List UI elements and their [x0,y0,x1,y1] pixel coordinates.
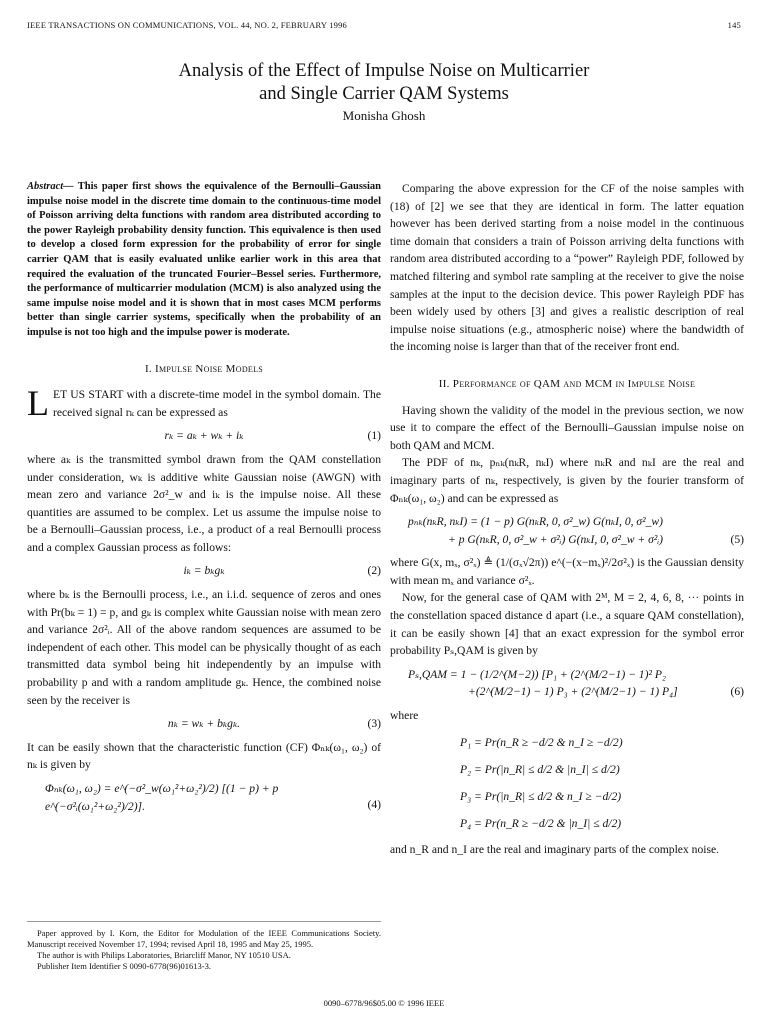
abstract-label: Abstract— [27,181,74,192]
equation-3: nₖ = wₖ + bₖgₖ. (3) [27,715,381,733]
copyright-footer: 0090–6778/96$05.00 © 1996 IEEE [323,998,445,1008]
section-2-paragraph-4: Now, for the general case of QAM with 2ᴹ, M = 2, 4, 6, 8, ··· points in the constellation spaced distance d apart (i.e., a square QAM constellation), it can be easily shown [4] that an exact expression for the symbol error probability Pₛ,QAM is given by [390,591,744,658]
equation-2-number: (2) [367,564,381,578]
equation-4-number: (4) [367,798,381,812]
equation-5-number: (5) [730,532,744,546]
left-column [27,180,381,820]
title-line-1: Analysis of the Effect of Impulse Noise on Multicarrier [178,61,590,81]
footnote [27,921,381,972]
footnote-editor: Paper approved by I. Korn, the Editor for Modulation of the IEEE Communications Society. Manuscript received November 17, 1994; revised April 18, 1995 and May 25, 1995. [27,928,381,949]
section-2-paragraph-3: where G(x, mₓ, σ²ₓ) ≜ (1/(σₓ√2π)) e^(−(x−mₓ)²/2σ²ₓ) is the Gaussian density with mean mₓ and variance σ²ₓ. [390,556,744,587]
drop-cap: L [27,383,49,424]
equation-2: iₖ = bₖgₖ (2) [27,562,381,580]
section-1-paragraph-1: LET US START with a discrete-time model in the symbol domain. The received signal rₖ can be expressed as [27,383,381,424]
section-2-paragraph-2: The PDF of nₖ, pₙₖ(nₖR, nₖI) where nₖR and nₖI are the real and imaginary parts of nₖ, respectively, is given by the fourier transform of Φₙₖ(ω₁, ω₂) and can be expressed as [390,456,744,505]
right-paragraph-1: Comparing the above expression for the CF of the noise samples with (18) of [2] we see that they are identical in form. The latter equation however has been derived starting from a noise model in the continuous time domain that considers a train of Poisson arriving delta functions with random area distributed according to a “power” Rayleigh PDF, followed by matched filtering and symbol rate sampling at the receiver to give the noise samples at the input to the decision device. This power Rayleigh PDF has been widely used by others [3] and gives a realistic description of real impulse noise situations (e.g., atmospheric noise) where the bandwidth of the incoming noise is larger than that of the receiver front end. [390,182,744,354]
section-1-paragraph-3: where bₖ is the Bernoulli process, i.e., an i.i.d. sequence of zeros and ones with Pr(bₖ = 1) = p, and gₖ is complex white Gaussian noise with mean zero and variance 2σ²ᵢ. All of the above random sequences are assumed to be independent of each other. This model can be physically thought of as each transmitted data symbol being hit independently by an impulse with probability p and with a random amplitude gₖ. Hence, the combined noise seen by the receiver is [27,588,381,707]
equation-1: rₖ = aₖ + wₖ + iₖ (1) [27,427,381,445]
paper-title [0,60,768,106]
section-1-paragraph-4: It can be easily shown that the characteristic function (CF) Φₙₖ(ω₁, ω₂) of nₖ is given by [27,740,381,772]
equation-3-number: (3) [367,717,381,731]
equation-5: pₙₖ(nₖR, nₖI) = (1 − p) G(nₖR, 0, σ²_w) G(nₖI, 0, σ²_w) + p G(nₖR, 0, σ²_w + σ²ᵢ) G(nₖI, 0, σ²_w + σ²ᵢ) (5) [390,513,744,548]
title-line-2: and Single Carrier QAM Systems [259,84,509,104]
p3-definition: P₃ = Pr(|n_R| ≤ d/2 & n_I ≥ −d/2) [460,789,622,803]
section-2-paragraph-1: Having shown the validity of the model in the previous section, we now use it to compare the effect of the Bernoulli–Gaussian impulse noise on both QAM and MCM. [390,403,744,452]
equation-6: Pₛ,QAM = 1 − (1/2^(M−2)) [P₁ + (2^(M/2−1) − 1)² P₂ +(2^(M/2−1) − 1) P₃ + (2^(M/2−1) − 1) P₄] (6) [390,666,744,701]
equation-1-number: (1) [367,429,381,443]
author-name: Monisha Ghosh [342,108,426,123]
footnote-affiliation: The author is with Philips Laboratories, Briarcliff Manor, NY 10510 USA. [37,950,291,960]
probability-definitions [460,729,744,837]
section-1-paragraph-2: where aₖ is the transmitted symbol drawn from the QAM constellation under consideration, wₖ is additive white Gaussian noise (AWGN) with mean zero and variance 2σ²_w and iₖ is the impulse noise. All these quantities are assumed to be complex. Let us assume the impulse noise to be a Bernoulli–Gaussian process, i.e., a product of a real Bernoulli process and a complex Gaussian process as follows: [27,452,381,554]
p2-definition: P₂ = Pr(|n_R| ≤ d/2 & |n_I| ≤ d/2) [460,762,620,776]
abstract [27,180,381,341]
page-number: 145 [727,20,741,30]
journal-header: IEEE TRANSACTIONS ON COMMUNICATIONS, VOL. 44, NO. 2, FEBRUARY 1996 [27,20,348,30]
p4-definition: P₄ = Pr(n_R ≥ −d/2 & |n_I| ≤ d/2) [460,816,622,830]
abstract-text: This paper first shows the equivalence of the Bernoulli–Gaussian impulse noise model in the discrete time domain to the continuous-time model of Poisson arriving delta functions with random area distributed according to the power Rayleigh probability density function. This equivalence is then used to develop a closed form expression for the probability of error for single carrier QAM that is easily evaluated unlike earlier work in this area that required the evaluation of the truncated Fourier–Bessel series. Furthermore, the performance of multicarrier modulation (MCM) is also analyzed using the same impulse noise model and it is shown that in most cases MCM performs better than single carrier systems, specifically when the probability of an impulse is not too high and the impulse power is moderate. [27,181,381,338]
equation-4: Φₙₖ(ω₁, ω₂) = e^(−σ²_w(ω₁²+ω₂²)/2) [(1 − p) + p e^(−σ²ᵢ(ω₁²+ω₂²)/2)]. (4) [45,782,381,813]
p1-definition: P₁ = Pr(n_R ≥ −d/2 & n_I ≥ −d/2) [460,735,623,749]
section-2-title: II. Performance of QAM and MCM in Impulse Noise [438,377,696,390]
equation-6-number: (6) [730,685,744,699]
footnote-identifier: Publisher Item Identifier S 0090-6778(96)01613-3. [37,961,211,971]
right-closing-paragraph: and n_R and n_I are the real and imaginary parts of the complex noise. [390,842,720,856]
where-label: where [390,709,419,723]
section-1-title: I. Impulse Noise Models [144,362,264,375]
right-column [390,180,744,858]
